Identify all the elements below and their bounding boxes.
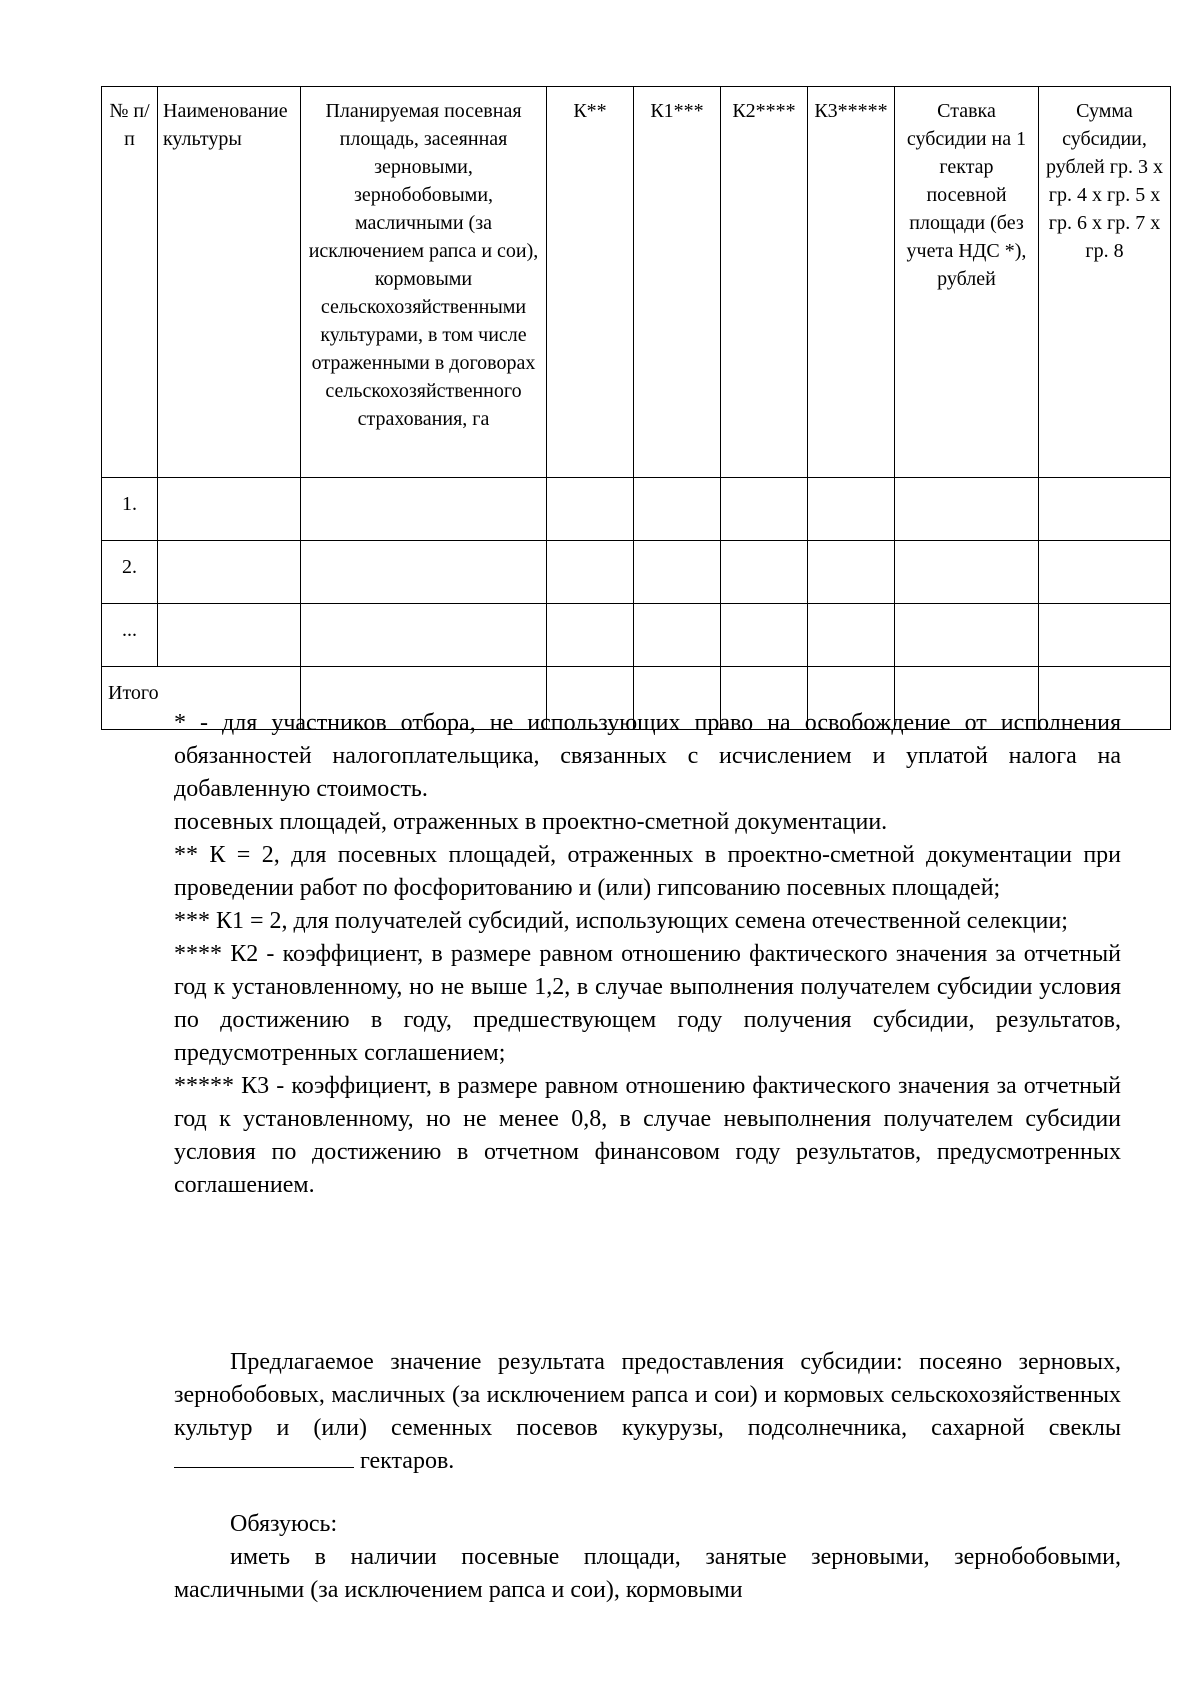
table-cell bbox=[895, 604, 1039, 667]
table-cell bbox=[158, 541, 301, 604]
footnote-vat: * - для участников отбора, не использующих право на освобождение от исполнения обязанностей налогоплательщика, связанных с исчислением и уплатой налога на добавленную стоимость. bbox=[174, 710, 1121, 802]
footnote-k1: *** К1 = 2, для получателей субсидий, использующих семена отечественной селекции; bbox=[174, 908, 1068, 934]
header-sum: Сумма субсидии, рублей гр. 3 х гр. 4 х гр. 5 х гр. 6 х гр. 7 х гр. 8 bbox=[1039, 87, 1171, 478]
row-number: 2. bbox=[102, 541, 158, 604]
header-number: № п/п bbox=[102, 87, 158, 478]
header-planned-area: Планируемая посевная площадь, засеянная зерновыми, зернобобовыми, масличными (за исключением рапса и сои), кормовыми сельскохозяйственными культурами, в том числе отраженными в договорах сельскохозяйственного страхования, га bbox=[301, 87, 547, 478]
table-cell bbox=[634, 478, 721, 541]
table-row bbox=[102, 604, 1171, 667]
row-number: ... bbox=[102, 604, 158, 667]
hectares-blank-field[interactable] bbox=[174, 1445, 354, 1468]
table-cell bbox=[301, 478, 547, 541]
row-number: 1. bbox=[102, 478, 158, 541]
obligations bbox=[174, 1508, 1121, 1607]
table-cell bbox=[895, 541, 1039, 604]
table-cell bbox=[721, 541, 808, 604]
total-label: Итого bbox=[102, 667, 301, 730]
proposed-result-text: Предлагаемое значение результата предоставления субсидии: посеяно зерновых, зернобобовых, масличных (за исключением рапса и сои) и кормовых сельскохозяйственных культур и (или) семенных посевов кукурузы, подсолнечника, сахарной свеклы bbox=[174, 1349, 1121, 1441]
table-cell bbox=[301, 604, 547, 667]
table-cell bbox=[547, 478, 634, 541]
table-cell bbox=[895, 478, 1039, 541]
header-rate: Ставка субсидии на 1 гектар посевной площади (без учета НДС *), рублей bbox=[895, 87, 1039, 478]
obligations-heading: Обязуюсь: bbox=[230, 1511, 338, 1537]
footnotes bbox=[174, 707, 1121, 1202]
table-cell bbox=[634, 541, 721, 604]
table-row bbox=[102, 478, 1171, 541]
header-crop-name: Наименование культуры bbox=[158, 87, 301, 478]
table-cell bbox=[158, 604, 301, 667]
footnote-k3: ***** К3 - коэффициент, в размере равном отношению фактического значения за отчетный год к установленному, но не менее 0,8, в случае невыполнения получателем субсидии условия по достижению в отчетном финансовом году результатов, предусмотренных соглашением. bbox=[174, 1073, 1121, 1198]
header-k1: К1*** bbox=[634, 87, 721, 478]
table-cell bbox=[1039, 604, 1171, 667]
table-cell bbox=[1039, 541, 1171, 604]
proposed-result-unit: гектаров. bbox=[360, 1448, 455, 1474]
header-k2: К2**** bbox=[721, 87, 808, 478]
table-cell bbox=[1039, 478, 1171, 541]
table-cell bbox=[721, 478, 808, 541]
header-k: К** bbox=[547, 87, 634, 478]
table-cell bbox=[547, 541, 634, 604]
subsidy-table bbox=[101, 86, 1171, 730]
obligation-text: иметь в наличии посевные площади, занятые зерновыми, зернобобовыми, масличными (за исключением рапса и сои), кормовыми bbox=[174, 1544, 1121, 1603]
proposed-result bbox=[174, 1346, 1121, 1478]
table-cell bbox=[301, 541, 547, 604]
table-cell bbox=[808, 541, 895, 604]
table-cell bbox=[808, 478, 895, 541]
table-cell bbox=[808, 604, 895, 667]
table-cell bbox=[547, 604, 634, 667]
table-row bbox=[102, 541, 1171, 604]
table-header-row bbox=[102, 87, 1171, 478]
table-cell bbox=[721, 604, 808, 667]
header-k3: К3***** bbox=[808, 87, 895, 478]
proposed-result-paragraph bbox=[174, 1346, 1121, 1478]
footnote-fragment: посевных площадей, отраженных в проектно-сметной документации. bbox=[174, 809, 888, 835]
table-cell bbox=[634, 604, 721, 667]
footnote-k2: **** К2 - коэффициент, в размере равном отношению фактического значения за отчетный год к установленному, но не выше 1,2, в случае выполнения получателем субсидии условия по достижению в году, предшествующем году получения субсидии, результатов, предусмотренных соглашением; bbox=[174, 941, 1121, 1066]
footnote-k: ** К = 2, для посевных площадей, отраженных в проектно-сметной документации при проведении работ по фосфоритованию и (или) гипсованию посевных площадей; bbox=[174, 842, 1121, 901]
table-cell bbox=[158, 478, 301, 541]
